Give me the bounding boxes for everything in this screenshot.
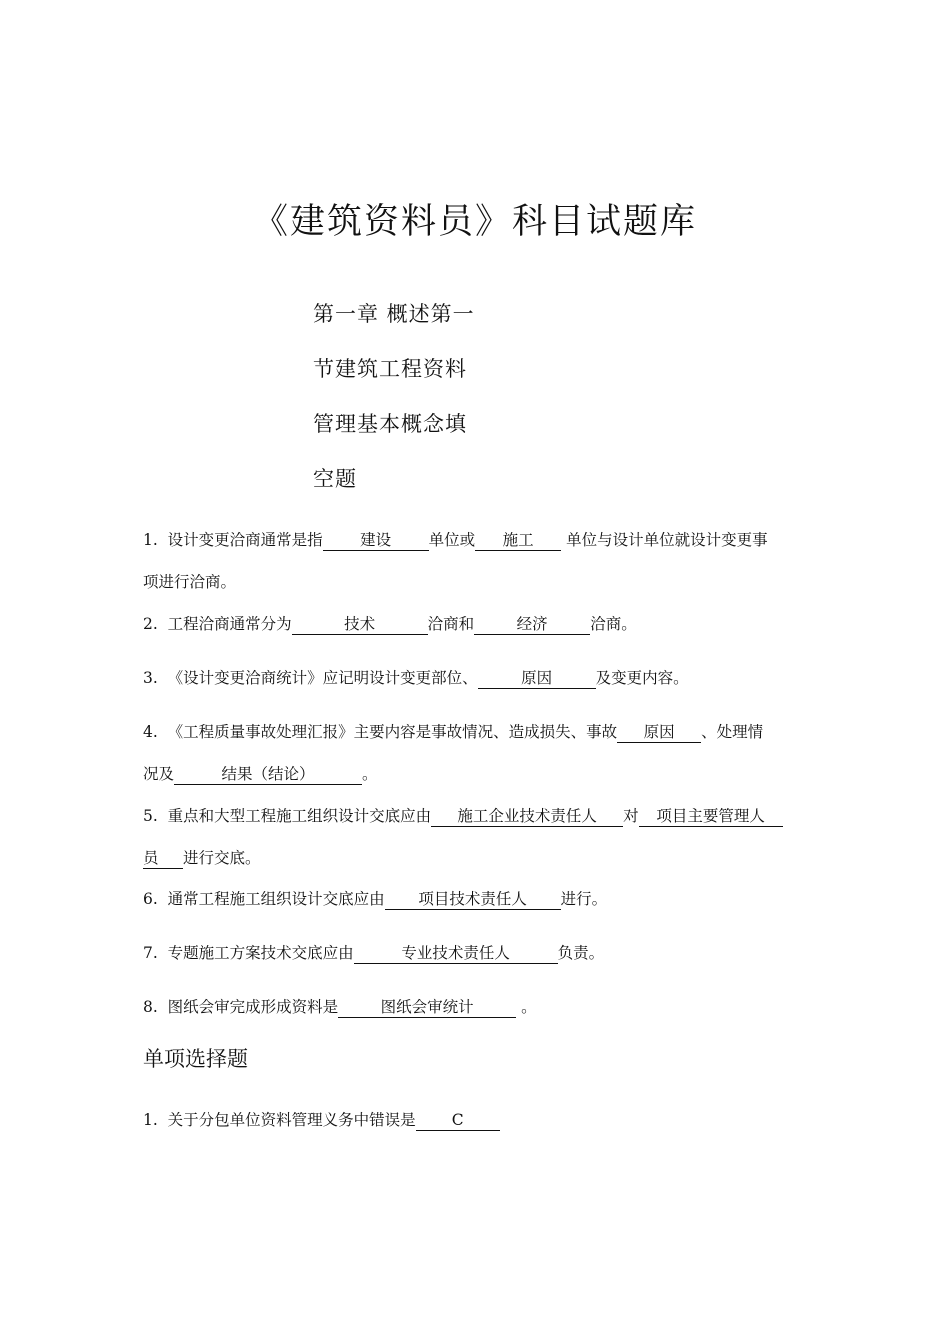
question-number: 7. xyxy=(143,944,158,962)
question-number: 1. xyxy=(143,1111,158,1129)
choice-question-1 xyxy=(143,1108,823,1150)
chapter-line: 节建筑工程资料 xyxy=(313,357,467,381)
question-text: 负责。 xyxy=(557,944,605,962)
question-text: 《工程质量事故处理汇报》主要内容是事故情况、造成损失、事故 xyxy=(167,723,618,741)
question-text: 进行。 xyxy=(560,890,608,908)
answer-blank: 结果（结论） xyxy=(174,764,362,785)
answer-blank: 施工企业技术责任人 xyxy=(431,806,623,827)
answer-blank: 项目技术责任人 xyxy=(385,889,561,910)
question-number: 2. xyxy=(143,615,158,633)
question-text: 。 xyxy=(516,998,537,1016)
answer-blank: 建设 xyxy=(323,530,429,551)
question-text: 及变更内容。 xyxy=(595,669,689,687)
chapter-line: 第一章 概述第一 xyxy=(313,302,475,326)
question-text: 通常工程施工组织设计交底应由 xyxy=(167,890,385,908)
question-text: 重点和大型工程施工组织设计交底应由 xyxy=(167,807,432,825)
chapter-line: 管理基本概念填 xyxy=(313,412,467,436)
question-text: 对 xyxy=(623,807,639,825)
answer-blank: 原因 xyxy=(478,668,596,689)
question-text: 项进行洽商。 xyxy=(143,573,237,591)
question-number: 1. xyxy=(143,531,158,549)
section-heading: 单项选择题 xyxy=(143,1047,248,1071)
answer-blank: 项目主要管理人 xyxy=(639,806,783,827)
question-text: 单位或 xyxy=(428,531,476,549)
fill-question-3 xyxy=(143,666,823,708)
fill-question-8 xyxy=(143,995,823,1037)
question-number: 8. xyxy=(143,998,158,1016)
answer-blank: 经济 xyxy=(474,614,590,635)
question-text: 工程洽商通常分为 xyxy=(167,615,292,633)
question-text: 单位与设计单位就设计变更事 xyxy=(561,531,768,549)
question-number: 4. xyxy=(143,723,158,741)
question-text: 关于分包单位资料管理义务中错误是 xyxy=(167,1111,416,1129)
question-text: 。 xyxy=(362,765,378,783)
question-text: 专题施工方案技术交底应由 xyxy=(167,944,354,962)
answer-blank: 施工 xyxy=(475,530,561,551)
fill-question-7 xyxy=(143,941,823,983)
fill-question-1 xyxy=(143,528,823,612)
document-title: 《建筑资料员》科目试题库 xyxy=(252,202,697,242)
answer-blank: 图纸会审统计 xyxy=(338,997,516,1018)
question-text: 洽商和 xyxy=(427,615,475,633)
question-text: 设计变更洽商通常是指 xyxy=(167,531,323,549)
question-number: 3. xyxy=(143,669,158,687)
fill-question-2 xyxy=(143,612,823,654)
question-text: 《设计变更洽商统计》应记明设计变更部位、 xyxy=(167,669,478,687)
question-text: 、处理情 xyxy=(701,723,764,741)
chapter-line: 空题 xyxy=(313,467,357,491)
fill-question-4 xyxy=(143,720,823,804)
answer-blank: 专业技术责任人 xyxy=(354,943,558,964)
chapter-heading xyxy=(313,296,513,516)
answer-blank: 原因 xyxy=(617,722,701,743)
question-number: 5. xyxy=(143,807,158,825)
answer-blank: C xyxy=(416,1110,500,1131)
fill-question-5 xyxy=(143,804,823,888)
fill-question-6 xyxy=(143,887,823,929)
question-text: 况及 xyxy=(143,765,175,783)
answer-blank: 技术 xyxy=(292,614,428,635)
answer-blank: 员 xyxy=(143,848,183,869)
question-text: 图纸会审完成形成资料是 xyxy=(167,998,339,1016)
question-number: 6. xyxy=(143,890,158,908)
question-text: 洽商。 xyxy=(590,615,637,633)
question-text: 进行交底。 xyxy=(183,849,261,867)
